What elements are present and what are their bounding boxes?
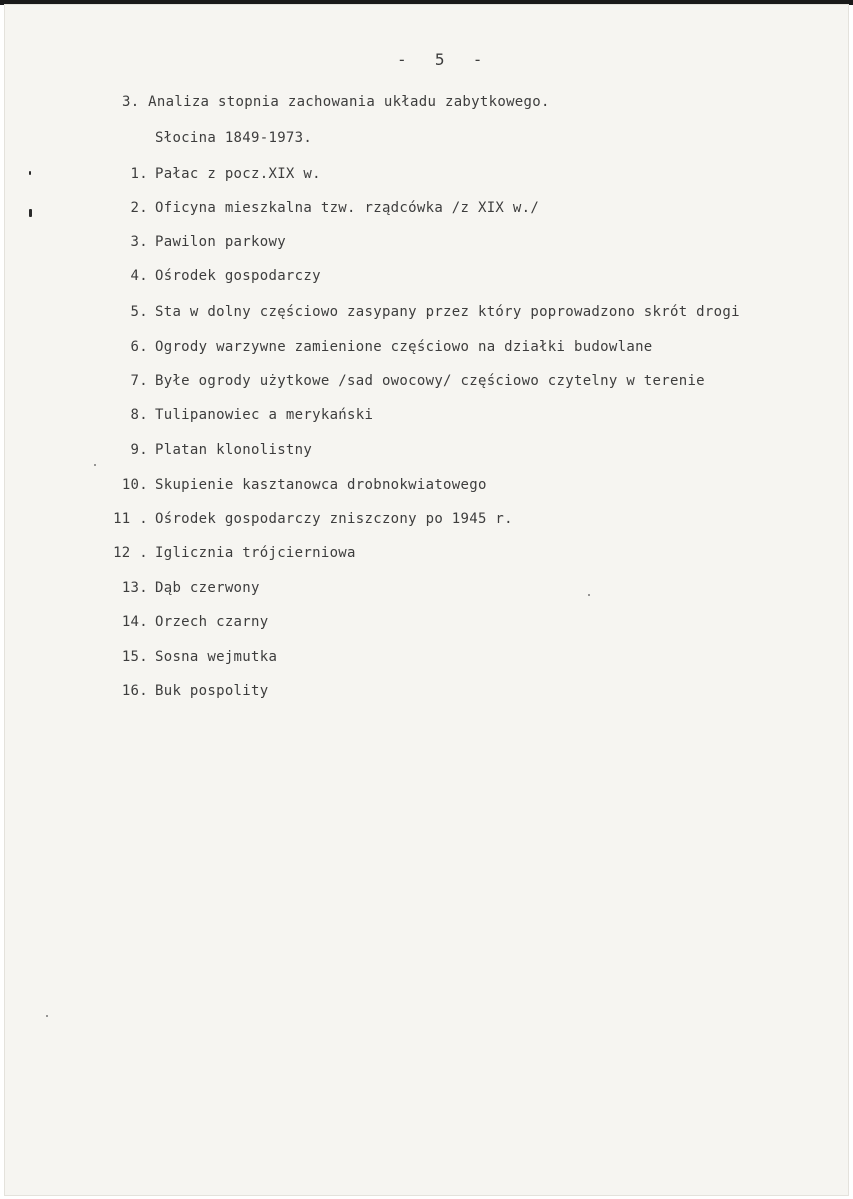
list-item-number: 10.	[121, 477, 148, 493]
scan-speck	[588, 594, 590, 596]
list-item-number: 15.	[121, 649, 148, 665]
list-item-text: Tulipanowiec a merykański	[155, 407, 374, 423]
list-item	[108, 200, 853, 220]
list-item	[108, 166, 853, 186]
list-item	[108, 268, 853, 288]
section-subheading: Słocina 1849-1973.	[155, 130, 313, 146]
list-item	[108, 339, 853, 359]
list-item-number: 9.	[130, 442, 148, 458]
list-item	[108, 234, 853, 254]
page-number: - 5 -	[397, 50, 483, 69]
list-item	[108, 373, 853, 393]
list-item-text: Iglicznia trójcierniowa	[155, 545, 356, 561]
punch-mark	[29, 171, 31, 175]
list-item-number: 14.	[121, 614, 148, 630]
list-item-text: Sta w dolny częściowo zasypany przez który poprowadzono skrót drogi	[155, 304, 740, 320]
list-item-number: 7.	[130, 373, 148, 389]
list-item-text: Oficyna mieszkalna tzw. rządcówka /z XIX w./	[155, 200, 540, 216]
list-item	[108, 477, 853, 497]
list-item	[108, 614, 853, 634]
list-item-text: Pałac z pocz.XIX w.	[155, 166, 321, 182]
scan-speck	[94, 464, 96, 466]
section-heading: 3. Analiza stopnia zachowania układu zabytkowego.	[122, 94, 550, 110]
list-item-number: 8.	[130, 407, 148, 423]
list-item-text: Skupienie kasztanowca drobnokwiatowego	[155, 477, 487, 493]
list-item-text: Byłe ogrody użytkowe /sad owocowy/ częściowo czytelny w terenie	[155, 373, 705, 389]
list-item-text: Ośrodek gospodarczy	[155, 268, 321, 284]
list-item-number: 13.	[121, 580, 148, 596]
list-item-number: 3.	[130, 234, 148, 250]
list-item-number: 1.	[130, 166, 148, 182]
list-item-text: Ośrodek gospodarczy zniszczony po 1945 r.	[155, 511, 513, 527]
list-item	[108, 649, 853, 669]
scan-speck	[46, 1015, 48, 1017]
list-item-text: Platan klonolistny	[155, 442, 313, 458]
list-item-number: 6.	[130, 339, 148, 355]
list-item-number: 4.	[130, 268, 148, 284]
list-item	[108, 683, 853, 703]
list-item	[108, 442, 853, 462]
list-item	[108, 407, 853, 427]
list-item-text: Orzech czarny	[155, 614, 269, 630]
list-item-text: Dąb czerwony	[155, 580, 260, 596]
list-item-number: 5.	[130, 304, 148, 320]
list-item	[108, 304, 853, 324]
list-item-text: Pawilon parkowy	[155, 234, 286, 250]
punch-mark	[29, 209, 32, 217]
list-item	[108, 511, 853, 531]
list-item-text: Ogrody warzywne zamienione częściowo na działki budowlane	[155, 339, 653, 355]
list-item-number: 16.	[121, 683, 148, 699]
list-item-number: 2.	[130, 200, 148, 216]
list-item-text: Buk pospolity	[155, 683, 269, 699]
list-item-number: 12 .	[113, 545, 148, 561]
list-item-number: 11 .	[113, 511, 148, 527]
list-item	[108, 545, 853, 565]
list-item	[108, 580, 853, 600]
list-item-text: Sosna wejmutka	[155, 649, 278, 665]
